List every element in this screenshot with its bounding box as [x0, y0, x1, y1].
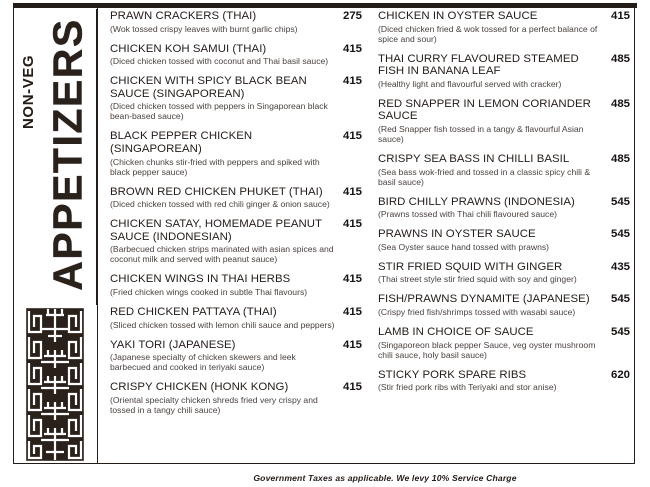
menu-item-description: (Diced chicken tossed with peppers in Singaporean black bean-based sauce) [110, 101, 328, 122]
menu-item-name: FISH/PRAWNS DYNAMITE (JAPANESE) [378, 293, 590, 306]
menu-item-name: PRAWN CRACKERS (THAI) [110, 10, 257, 22]
menu-item-name: CHICKEN WITH SPICY BLACK BEAN SAUCE (SINGAPOREAN) [110, 75, 307, 100]
menu-item-price: 485 [610, 52, 630, 65]
menu-item-name: CRISPY CHICKEN (HONK KONG) [110, 381, 289, 394]
menu-columns [110, 10, 630, 462]
menu-item-description: (Chicken chunks stir-fried with peppers and spiked with black pepper sauce) [110, 156, 320, 177]
menu-item-description: (Sea bass wok-fried and tossed in a classic spicy chili & basil sauce) [378, 166, 591, 187]
menu-item-head [110, 10, 362, 23]
title-column-divider [97, 8, 98, 464]
menu-item-name: LAMB IN CHOICE OF SAUCE [378, 325, 534, 338]
menu-item-description: (Red Snapper fish tossed in a tangy & flavourful Asian sauce) [378, 123, 584, 144]
menu-item [110, 43, 362, 67]
menu-item-head [378, 326, 630, 339]
menu-item-name: PRAWNS IN OYSTER SAUCE [378, 228, 536, 241]
menu-item-price: 620 [610, 368, 630, 381]
menu-item-name: CHICKEN IN OYSTER SAUCE [378, 10, 538, 22]
menu-item-head [110, 130, 362, 155]
menu-item-price: 545 [610, 195, 630, 208]
menu-item [378, 369, 630, 393]
menu-item-price: 485 [610, 97, 630, 110]
menu-item-price: 415 [342, 218, 362, 231]
menu-item-head [110, 75, 362, 100]
menu-item-head [110, 306, 362, 319]
menu-item-price: 545 [610, 325, 630, 338]
menu-item [110, 339, 362, 373]
menu-item-name: CHICKEN KOH SAMUI (THAI) [110, 42, 267, 55]
menu-item-price: 415 [342, 381, 362, 394]
menu-column-right [378, 10, 630, 462]
menu-item [378, 98, 630, 144]
menu-item [110, 130, 362, 176]
menu-item-head [110, 273, 362, 286]
menu-item-description: (Sea Oyster sauce hand tossed with prawns) [378, 241, 550, 252]
section-subtitle: NON-VEG [20, 54, 37, 129]
menu-item-description: (Diced chicken tossed with coconut and Thai basil sauce) [110, 56, 329, 67]
menu-item-head [110, 339, 362, 352]
menu-item [110, 381, 362, 415]
menu-item-name: RED SNAPPER IN LEMON CORIANDER SAUCE [378, 97, 591, 123]
menu-item-price: 415 [342, 42, 362, 55]
tax-note: Government Taxes as applicable. We levy 10% Service Charge [253, 473, 517, 483]
menu-item-head [378, 293, 630, 306]
menu-item-name: STICKY PORK SPARE RIBS [378, 368, 527, 381]
menu-item-head [378, 53, 630, 78]
menu-item-description: (Barbecued chicken strips marinated with asian spices and coconut milk and served with peanut sauce) [110, 244, 334, 265]
menu-item-price: 275 [342, 10, 362, 22]
menu-item-name: RED CHICKEN PATTAYA (THAI) [110, 305, 277, 318]
section-title-panel [14, 9, 97, 305]
menu-item-description: (Crispy fried fish/shrimps tossed with wasabi sauce) [378, 306, 576, 317]
menu-item-price: 415 [342, 185, 362, 198]
menu-item-price: 415 [610, 10, 630, 22]
menu-item-head [378, 153, 630, 166]
menu-item [110, 273, 362, 297]
menu-item [378, 228, 630, 252]
menu-item-head [110, 43, 362, 56]
menu-item-description: (Diced chicken fried & wok tossed for a perfect balance of spice and sour) [378, 23, 598, 44]
menu-item-name: CRISPY SEA BASS IN CHILLI BASIL [378, 152, 570, 165]
menu-item [378, 293, 630, 317]
menu-item-description: (Japanese specialty of chicken skewers and leek barbecued and cooked in teriyaki sauce) [110, 352, 296, 373]
menu-item-name: THAI CURRY FLAVOURED STEAMED FISH IN BANANA LEAF [378, 52, 579, 78]
menu-item-description: (Fried chicken wings cooked in subtle Thai flavours) [110, 286, 308, 297]
fret-lattice-ornament [24, 306, 86, 463]
menu-item-head [378, 196, 630, 209]
menu-item [378, 53, 630, 89]
menu-item-head [110, 218, 362, 243]
menu-item [110, 306, 362, 330]
menu-item-head [110, 186, 362, 199]
menu-item-name: CHICKEN WINGS IN THAI HERBS [110, 273, 291, 286]
menu-item-name: CHICKEN SATAY, HOMEMADE PEANUT SAUCE (INDONESIAN) [110, 218, 322, 243]
menu-item-description: (Diced chicken tossed with red chili ginger & onion sauce) [110, 199, 330, 210]
menu-item [110, 75, 362, 121]
menu-item-head [378, 10, 630, 23]
menu-item-price: 415 [342, 338, 362, 351]
menu-item [378, 326, 630, 360]
menu-item [110, 10, 362, 34]
menu-item-name: BIRD CHILLY PRAWNS (INDONESIA) [378, 195, 575, 208]
menu-item-price: 415 [342, 273, 362, 286]
menu-item [378, 153, 630, 187]
menu-item-description: (Healthy light and flavourful served with cracker) [378, 78, 562, 89]
menu-item [378, 196, 630, 220]
menu-item-price: 485 [610, 152, 630, 165]
menu-item [378, 10, 630, 44]
menu-item-name: STIR FRIED SQUID WITH GINGER [378, 260, 563, 273]
menu-item-head [378, 228, 630, 241]
menu-item-description: (Thai street style stir fried squid with soy and ginger) [378, 274, 577, 285]
menu-item-description: (Prawns tossed with Thai chili flavoured sauce) [378, 209, 557, 220]
menu-item-description: (Sliced chicken tossed with lemon chili sauce and peppers) [110, 319, 335, 330]
menu-item-price: 545 [610, 228, 630, 241]
menu-item-head [378, 98, 630, 123]
menu-item-head [378, 261, 630, 274]
menu-item-price: 415 [342, 75, 362, 88]
page-title: APPETIZERS [44, 18, 91, 291]
menu-item-description: (Wok tossed crispy leaves with burnt garlic chips) [110, 23, 298, 34]
menu-item-name: BLACK PEPPER CHICKEN (SINGAPOREAN) [110, 130, 253, 155]
menu-item-price: 415 [342, 305, 362, 318]
menu-item-description: (Singaporeon black pepper Sauce, veg oyster mushroom chili sauce, holy basil sauce) [378, 339, 596, 360]
menu-column-left [110, 10, 362, 462]
menu-item-price: 415 [342, 130, 362, 143]
menu-item-price: 545 [610, 293, 630, 306]
footer-note-wrapper [0, 468, 650, 486]
menu-item-description: (Stir fried pork ribs with Teriyaki and stor anise) [378, 382, 557, 393]
menu-item-head [110, 381, 362, 394]
menu-item-price: 435 [610, 260, 630, 273]
menu-item [110, 218, 362, 264]
menu-item-description: (Oriental specialty chicken shreds fried very crispy and tossed in a tangy chili sauce) [110, 394, 318, 415]
menu-item-name: BROWN RED CHICKEN PHUKET (THAI) [110, 185, 323, 198]
menu-item [378, 261, 630, 285]
menu-item [110, 186, 362, 210]
menu-item-name: YAKI TORI (JAPANESE) [110, 338, 236, 351]
menu-item-head [378, 369, 630, 382]
